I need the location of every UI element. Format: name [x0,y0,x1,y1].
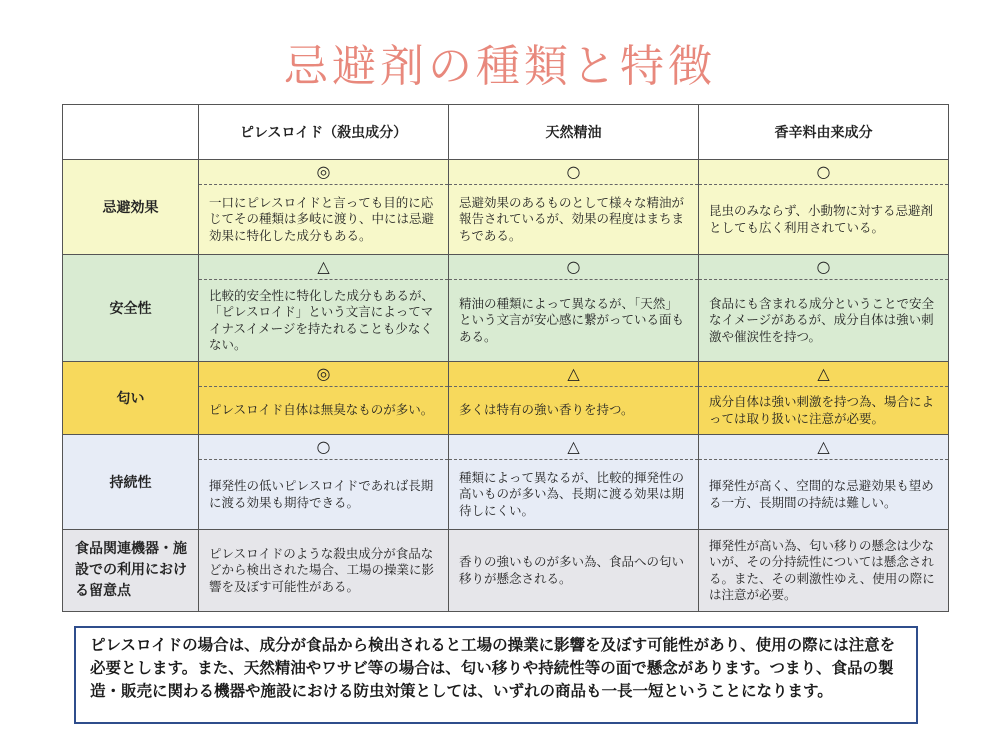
cell-text: 揮発性が高い為、匂い移りの懸念は少ないが、その分持続性については懸念される。また、その刺激性ゆえ、使用の際には注意が必要。 [709,538,935,602]
cell-text: 多くは特有の強い香りを持つ。 [459,402,634,418]
header-spice: 香辛料由来成分 [699,105,949,160]
header-corner [63,105,199,160]
rating-mark: △ [449,362,698,387]
cell-text: 精油の種類によって異なるが、「天然」という文言が安心感に繋がっている面もある。 [459,296,685,344]
cell-text: 香りの強いものが多い為、食品への匂い移りが懸念される。 [459,554,685,586]
rating-mark: ○ [449,160,698,185]
table-cell [199,435,449,530]
header-pyrethroid: ピレスロイド（殺虫成分） [199,105,449,160]
table-cell [449,255,699,362]
row-label-odor: 匂い [63,362,199,435]
table-row [63,435,949,530]
rating-mark: ○ [699,255,948,280]
cell-text: 種類によって異なるが、比較的揮発性の高いものが多い為、長期に渡る効果は期待しにくい。 [459,470,685,518]
row-label-persistence: 持続性 [63,435,199,530]
rating-mark: △ [199,255,448,280]
row-label-food-facility-notes: 食品関連機器・施設での利用における留意点 [63,530,199,612]
table-cell [699,255,949,362]
table-cell [699,362,949,435]
cell-text: 比較的安全性に特化した成分もあるが、「ピレスロイド」という文言によってマイナスイメージを持たれることも少なくない。 [209,288,435,352]
cell-text: ピレスロイドのような殺虫成分が食品などから検出された場合、工場の操業に影響を及ぼす可能性がある。 [209,546,435,594]
table-cell [199,362,449,435]
row-label-repellent-effect: 忌避効果 [63,160,199,255]
cell-text: 成分自体は強い刺激を持つ為、場合によっては取り扱いに注意が必要。 [709,394,935,426]
cell-text: 揮発性の低いピレスロイドであれば長期に渡る効果も期待できる。 [209,478,434,510]
cell-text: 忌避効果のあるものとして様々な精油が報告されているが、効果の程度はまちまちである。 [459,195,685,243]
row-label-safety: 安全性 [63,255,199,362]
table-cell [699,435,949,530]
table-row [63,530,949,612]
table-cell [449,362,699,435]
table-cell [199,160,449,255]
table-row [63,362,949,435]
table-cell [199,530,449,612]
rating-mark: △ [449,435,698,460]
rating-mark: ○ [199,435,448,460]
summary-box: ピレスロイドの場合は、成分が食品から検出されると工場の操業に影響を及ぼす可能性があり、使用の際には注意を必要とします。また、天然精油やワサビ等の場合は、匂い移りや持続性等の面で懸念があります。つまり、食品の製造・販売に関わる機器や施設における防虫対策としては、いずれの商品も一長一短ということになります。 [74,626,918,724]
table-row [63,255,949,362]
rating-mark: ○ [449,255,698,280]
cell-text: ピレスロイド自体は無臭なものが多い。 [209,402,434,418]
rating-mark: △ [699,435,948,460]
table-cell [449,435,699,530]
cell-text: 食品にも含まれる成分ということで安全なイメージがあるが、成分自体は強い刺激や催涙性を持つ。 [709,296,935,344]
header-essential-oil: 天然精油 [449,105,699,160]
table-cell [199,255,449,362]
comparison-table [62,104,949,612]
cell-text: 一口にピレスロイドと言っても目的に応じてその種類は多岐に渡り、中には忌避効果に特化した成分もある。 [209,195,435,243]
table-cell [699,160,949,255]
table-cell [449,530,699,612]
table-cell [699,530,949,612]
cell-text: 昆虫のみならず、小動物に対する忌避剤としても広く利用されている。 [709,203,934,235]
cell-text: 揮発性が高く、空間的な忌避効果も望める一方、長期間の持続は難しい。 [709,478,934,510]
rating-mark: ◎ [199,160,448,185]
rating-mark: ◎ [199,362,448,387]
table-row [63,160,949,255]
page-title: 忌避剤の種類と特徴 [284,41,716,92]
table-cell [449,160,699,255]
rating-mark: ○ [699,160,948,185]
rating-mark: △ [699,362,948,387]
table-header-row [63,105,949,160]
